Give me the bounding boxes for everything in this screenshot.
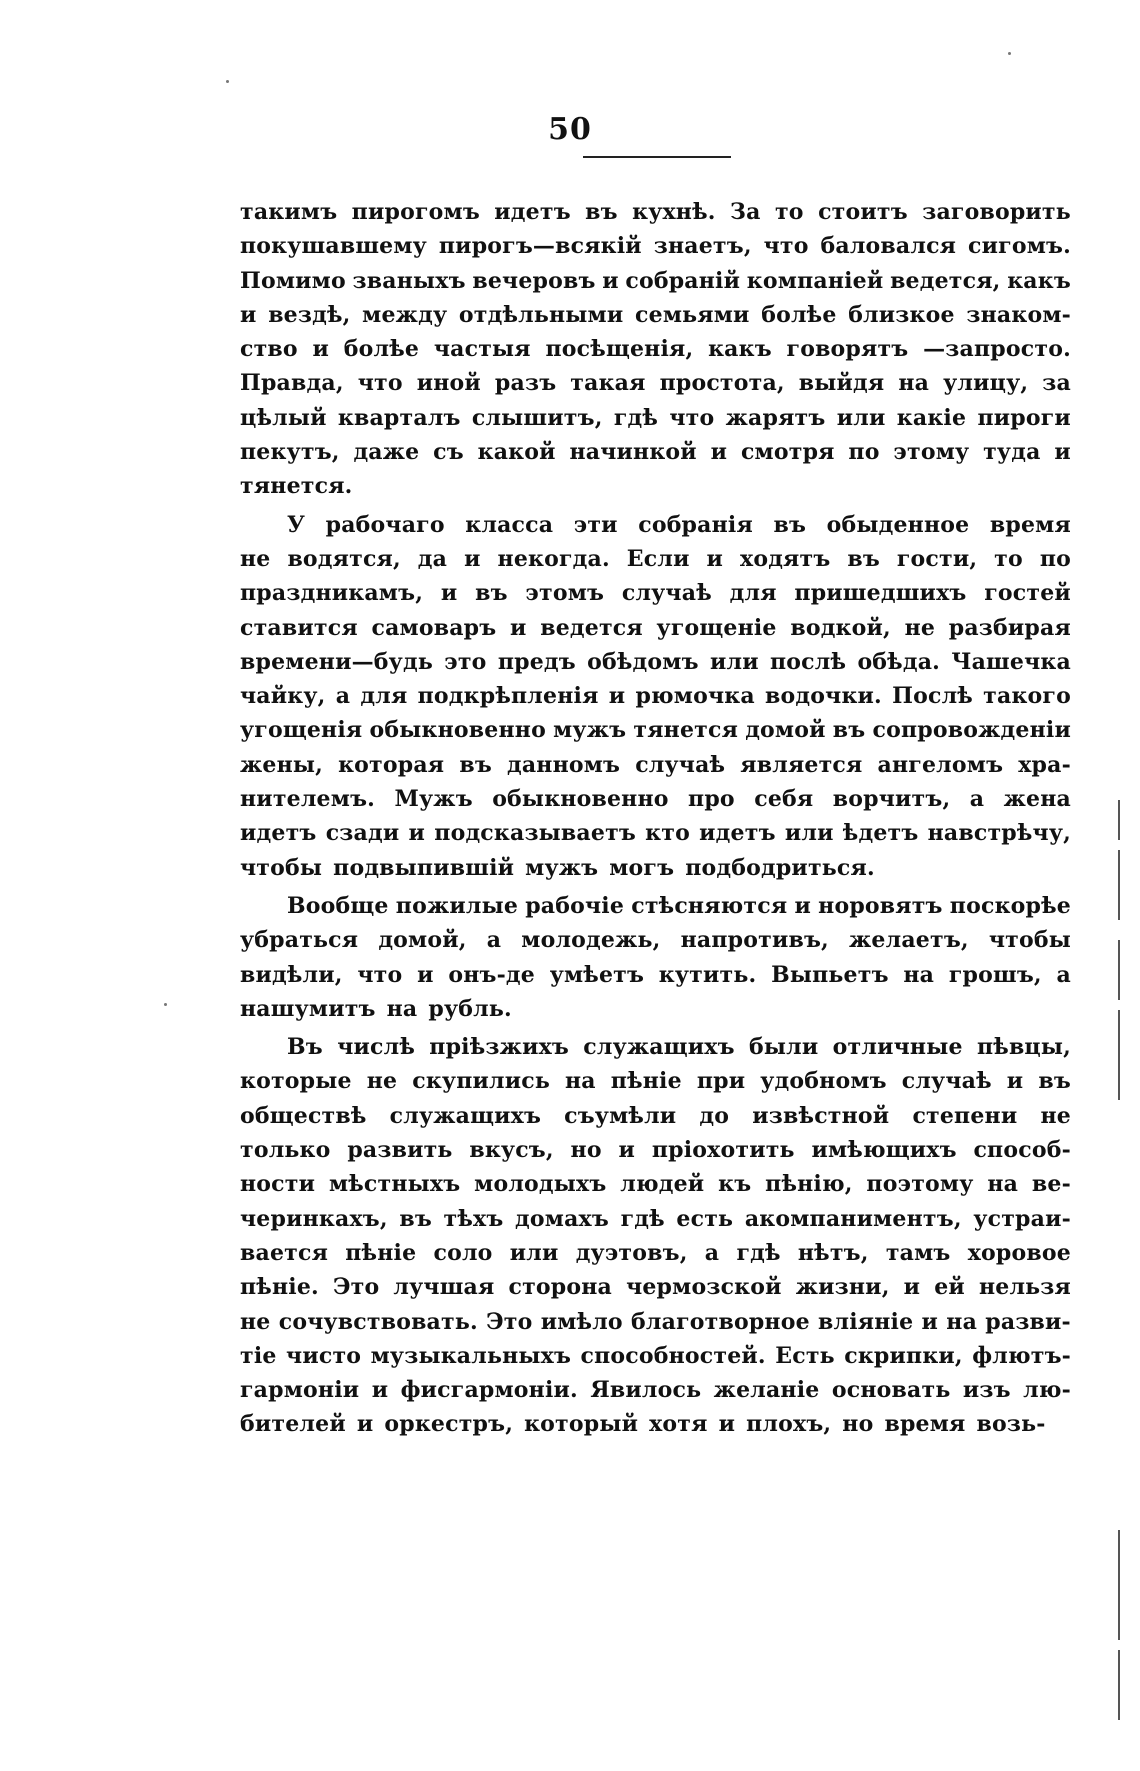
text-line: нителемъ. Мужъ обыкновенно про себя ворчитъ, а жена	[240, 786, 1071, 813]
text-line: не сочувствовать. Это имѣло благотворное вліяніе и на разви-	[240, 1308, 1071, 1335]
text-line: которые не скупились на пѣніе при удобномъ случаѣ и въ	[240, 1068, 1071, 1095]
paragraph	[240, 889, 1071, 1026]
text-line: тянется.	[240, 473, 353, 500]
text-line: угощенія обыкновенно мужъ тянется домой въ сопровожденіи	[240, 717, 1071, 744]
text-line: У рабочаго класса эти собранія въ обыденное время	[287, 511, 1071, 538]
page-body	[240, 195, 1071, 1442]
text-line: бителей и оркестръ, который хотя и плохъ, но время возь-	[240, 1411, 1046, 1438]
text-line: идетъ сзади и подсказываетъ кто идетъ или ѣдетъ навстрѣчу,	[240, 820, 1071, 847]
margin-mark	[1118, 1010, 1120, 1100]
paragraph	[240, 1030, 1071, 1442]
text-line: Въ числѣ пріѣзжихъ служащихъ были отличные пѣвцы,	[287, 1034, 1071, 1061]
text-line: цѣлый кварталъ слышитъ, гдѣ что жарятъ или какіе пироги	[240, 404, 1071, 431]
margin-mark	[1118, 940, 1120, 1000]
text-line: гармоніи и фисгармоніи. Явилось желаніе основать изъ лю-	[240, 1377, 1071, 1404]
margin-mark	[1118, 1650, 1120, 1720]
text-line: видѣли, что и онъ-де умѣетъ кутить. Выпьетъ на грошъ, а	[240, 961, 1071, 988]
text-line: Вообще пожилые рабочіе стѣсняются и норовятъ поскорѣе	[287, 892, 1071, 919]
text-line: черинкахъ, въ тѣхъ домахъ гдѣ есть акомпаниментъ, устраи-	[240, 1205, 1071, 1232]
scan-speck	[226, 80, 229, 83]
text-line: убраться домой, а молодежь, напротивъ, желаетъ, чтобы	[240, 927, 1071, 954]
page-number: 50	[548, 112, 592, 147]
scan-speck	[1008, 52, 1011, 55]
text-line: тіе чисто музыкальныхъ способностей. Есть скрипки, флютъ-	[240, 1342, 1071, 1369]
scan-speck	[164, 1003, 167, 1006]
text-line: времени—будь это предъ обѣдомъ или послѣ обѣда. Чашечка	[240, 648, 1071, 675]
header-rule	[583, 156, 731, 158]
text-line: ставится самоваръ и ведется угощеніе водкой, не разбирая	[240, 614, 1071, 641]
margin-mark	[1118, 1530, 1120, 1640]
text-line: обществѣ служащихъ съумѣли до извѣстной степени не	[240, 1102, 1071, 1129]
text-line: такимъ пирогомъ идетъ въ кухнѣ. За то стоитъ заговорить	[240, 199, 1071, 225]
text-line: ности мѣстныхъ молодыхъ людей къ пѣнію, поэтому на ве-	[240, 1171, 1071, 1198]
text-line: Правда, что иной разъ такая простота, выйдя на улицу, за	[240, 370, 1071, 397]
margin-mark	[1118, 850, 1120, 920]
text-line: пекутъ, даже съ какой начинкой и смотря по этому туда и	[240, 439, 1071, 466]
text-line: чайку, а для подкрѣпленія и рюмочка водочки. Послѣ такого	[240, 683, 1071, 710]
text-line: чтобы подвыпившій мужъ могъ подбодриться.	[240, 854, 875, 881]
text-line: Помимо званыхъ вечеровъ и собраній компаніей ведется, какъ	[240, 267, 1071, 294]
text-line: только развить вкусъ, но и пріохотить имѣющихъ способ-	[240, 1137, 1071, 1164]
text-line: покушавшему пирогъ—всякій знаетъ, что баловался сигомъ.	[240, 233, 1071, 260]
text-line: пѣніе. Это лучшая сторона чермозской жизни, и ей нельзя	[240, 1274, 1071, 1301]
paragraph	[240, 195, 1071, 504]
text-line: нашумитъ на рубль.	[240, 995, 512, 1022]
text-line: вается пѣніе соло или дуэтовъ, а гдѣ нѣтъ, тамъ хоровое	[240, 1239, 1071, 1266]
text-line: праздникамъ, и въ этомъ случаѣ для пришедшихъ гостей	[240, 580, 1071, 607]
text-line: ство и болѣе частыя посѣщенія, какъ говорятъ —запросто.	[240, 336, 1071, 363]
paragraph	[240, 508, 1071, 885]
text-line: и вездѣ, между отдѣльными семьями болѣе близкое знаком-	[240, 301, 1071, 328]
text-line: не водятся, да и некогда. Если и ходятъ въ гости, то по	[240, 545, 1071, 572]
text-line: жены, которая въ данномъ случаѣ является ангеломъ хра-	[240, 751, 1071, 778]
margin-mark	[1118, 800, 1120, 840]
